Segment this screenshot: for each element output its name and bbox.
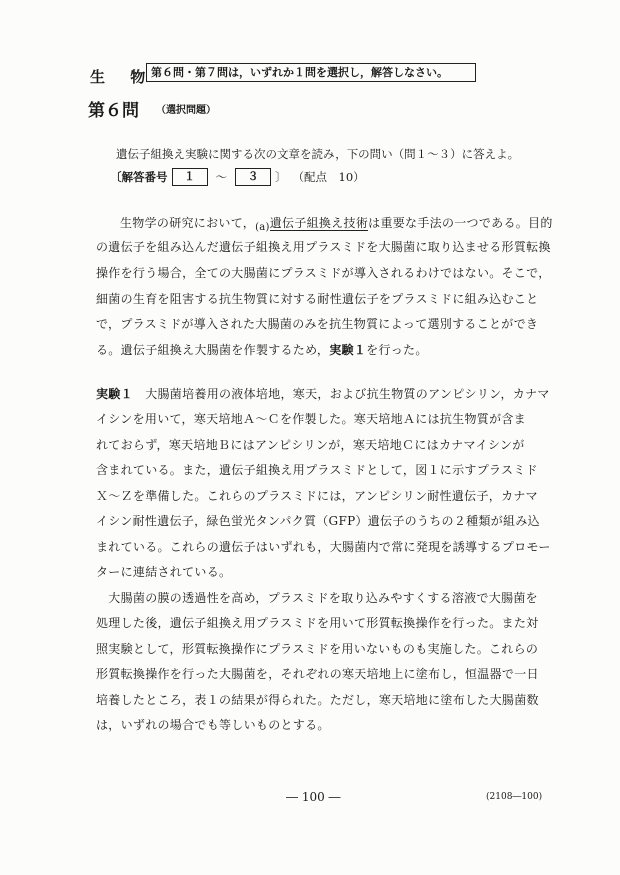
experiment-line: 含まれている。また，遺伝子組換え用プラスミドとして，図１に示すプラスミド	[96, 463, 538, 477]
passage-line: 操作を行う場合，全ての大腸菌にプラスミドが導入されるわけではない。そこで，	[96, 266, 551, 280]
passage-line-1	[120, 214, 553, 233]
exam-code: (2108―100)	[486, 792, 543, 802]
experiment-line-1	[96, 385, 550, 402]
experiment-line: れておらず，寒天培地Ｂにはアンピシリンが，寒天培地Ｃにはカナマイシンが	[96, 438, 525, 452]
answer-number-label: 〔解答番号	[110, 170, 168, 184]
experiment-line: 培養したところ，表１の結果が得られた。ただし，寒天培地に塗布した大腸菌数	[96, 693, 539, 707]
passage-text: を行った。	[366, 343, 428, 357]
points-label: （配点 10）	[292, 170, 365, 184]
passage-text: は重要な手法の一つである。目的	[368, 216, 553, 230]
answer-number-row	[110, 168, 365, 186]
answer-number-close: 〕	[275, 170, 287, 184]
passage-line: の遺伝子を組み込んだ遺伝子組換え用プラスミドを大腸菌に取り込ませる形質転換	[96, 240, 551, 254]
question-instruction: 遺伝子組換え実験に関する次の文章を読み，下の問い（問１〜３）に答えよ。	[116, 147, 520, 161]
experiment-reference: 実験１	[329, 343, 367, 357]
passage-text: る。遺伝子組換え大腸菌を作製するため，	[96, 343, 330, 357]
subject-heading: 生 物	[90, 68, 156, 86]
experiment-text: 大腸菌培養用の液体培地，寒天，および抗生物質のアンピシリン，カナマ	[132, 387, 550, 401]
passage-text: 生物学の研究において，	[120, 216, 256, 230]
experiment-line: イシンを用いて，寒天培地Ａ〜Ｃを作製した。寒天培地Ａには抗生物質が含ま	[96, 412, 526, 426]
passage-line: で，プラスミドが導入された大腸菌のみを抗生物質によって選別することができ	[96, 317, 539, 331]
experiment-line: まれている。これらの遺伝子はいずれも，大腸菌内で常に発現を誘導するプロモー	[96, 540, 551, 554]
answer-range-tilde: 〜	[215, 170, 227, 184]
experiment-label: 実験１	[96, 387, 133, 401]
experiment-line: 大腸菌の膜の透過性を高め，プラスミドを取り込みやすくする溶液で大腸菌を	[96, 591, 538, 605]
experiment-line: 形質転換操作を行った大腸菌を，それぞれの寒天培地上に塗布し，恒温器で一日	[96, 667, 539, 681]
underline-marker-a: (a)	[255, 222, 270, 233]
answer-box-end: ３	[235, 168, 271, 186]
question-title: 第６問	[88, 101, 139, 121]
experiment-line: は，いずれの場合でも等しいものとする。	[96, 718, 330, 732]
experiment-line: ターに連結されている。	[96, 565, 232, 579]
experiment-line: 照実験として，形質転換操作にプラスミドを用いないものも実施した。これらの	[96, 642, 539, 656]
passage-line: 細菌の生育を阻害する抗生物質に対する耐性遺伝子をプラスミドに組み込むこと	[96, 292, 539, 306]
passage-line-last	[96, 341, 428, 358]
experiment-line: Ｘ〜Ｚを準備した。これらのプラスミドには，アンピシリン耐性遺伝子，カナマ	[96, 489, 538, 503]
page-number: ― 100 ―	[286, 790, 341, 804]
answer-box-start: １	[172, 168, 208, 186]
question-subtitle: （選択問題）	[156, 105, 216, 116]
experiment-line: イシン耐性遺伝子，緑色蛍光タンパク質（GFP）遺伝子のうちの２種類が組み込	[96, 514, 540, 528]
selection-notice-box: 第６問・第７問は，いずれか１問を選択し，解答しなさい。	[146, 63, 476, 82]
experiment-line: 処理した後，遺伝子組換え用プラスミドを用いて形質転換操作を行った。また対	[96, 616, 539, 630]
underlined-term: 遺伝子組換え技術	[269, 216, 369, 230]
